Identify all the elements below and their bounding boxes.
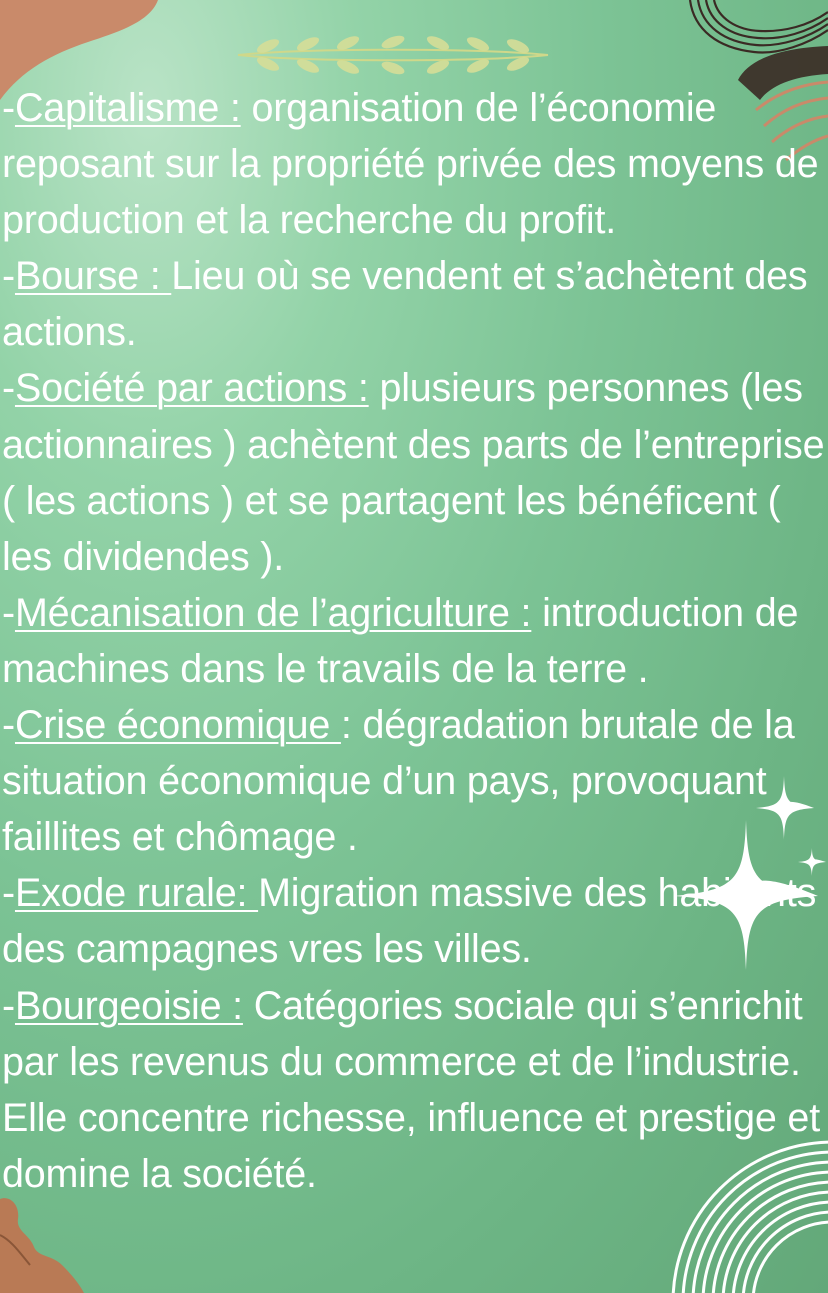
term-label: Crise économique <box>14 703 341 748</box>
definition-societe-par-actions <box>2 360 828 584</box>
entry-prefix: - <box>2 254 15 299</box>
definition-text: Migration massive des habitants des campagnes vres les villes. <box>2 871 817 972</box>
definition-crise-economique <box>2 697 828 865</box>
term-label: Bourse : <box>14 254 172 299</box>
definition-capitalisme <box>2 80 828 248</box>
definitions-list <box>2 80 828 1202</box>
definition-bourgeoisie <box>2 978 828 1202</box>
term-label: Capitalisme : <box>14 86 241 130</box>
definition-text: : dégradation brutale de la situation économique d’un pays, provoquant faillites et chômage . <box>2 703 795 860</box>
entry-prefix: - <box>2 590 15 635</box>
term-label: Bourgeoisie : <box>14 983 243 1028</box>
olive-branch-icon <box>228 30 558 80</box>
definition-text: introduction de machines dans le travails de la terre . <box>2 590 799 691</box>
entry-prefix: - <box>2 703 15 748</box>
definition-text: organisation de l’économie reposant sur la propriété privée des moyens de production et la recherche du profit. <box>2 86 819 243</box>
definition-mecanisation <box>2 585 828 697</box>
term-label: Mécanisation de l’agriculture : <box>14 590 532 635</box>
entry-prefix: - <box>2 86 15 130</box>
definition-text: plusieurs personnes (les actionnaires ) achètent des parts de l’entreprise ( les actions ) et se partagent les bénéficent ( les dividendes ). <box>2 366 825 579</box>
term-label: Exode rurale: <box>14 871 259 916</box>
definition-text: Lieu où se vendent et s’achètent des actions. <box>2 254 808 355</box>
entry-prefix: - <box>2 983 15 1028</box>
definition-text: Catégories sociale qui s’enrichit par les revenus du commerce et de l’industrie. Elle concentre richesse, influence et prestige et domine la société. <box>2 983 820 1196</box>
definition-exode-rurale <box>2 865 828 977</box>
entry-prefix: - <box>2 871 15 916</box>
terracotta-leaf-decoration <box>0 1195 95 1293</box>
definition-bourse <box>2 248 828 360</box>
entry-prefix: - <box>2 366 15 411</box>
term-label: Société par actions : <box>14 366 369 411</box>
